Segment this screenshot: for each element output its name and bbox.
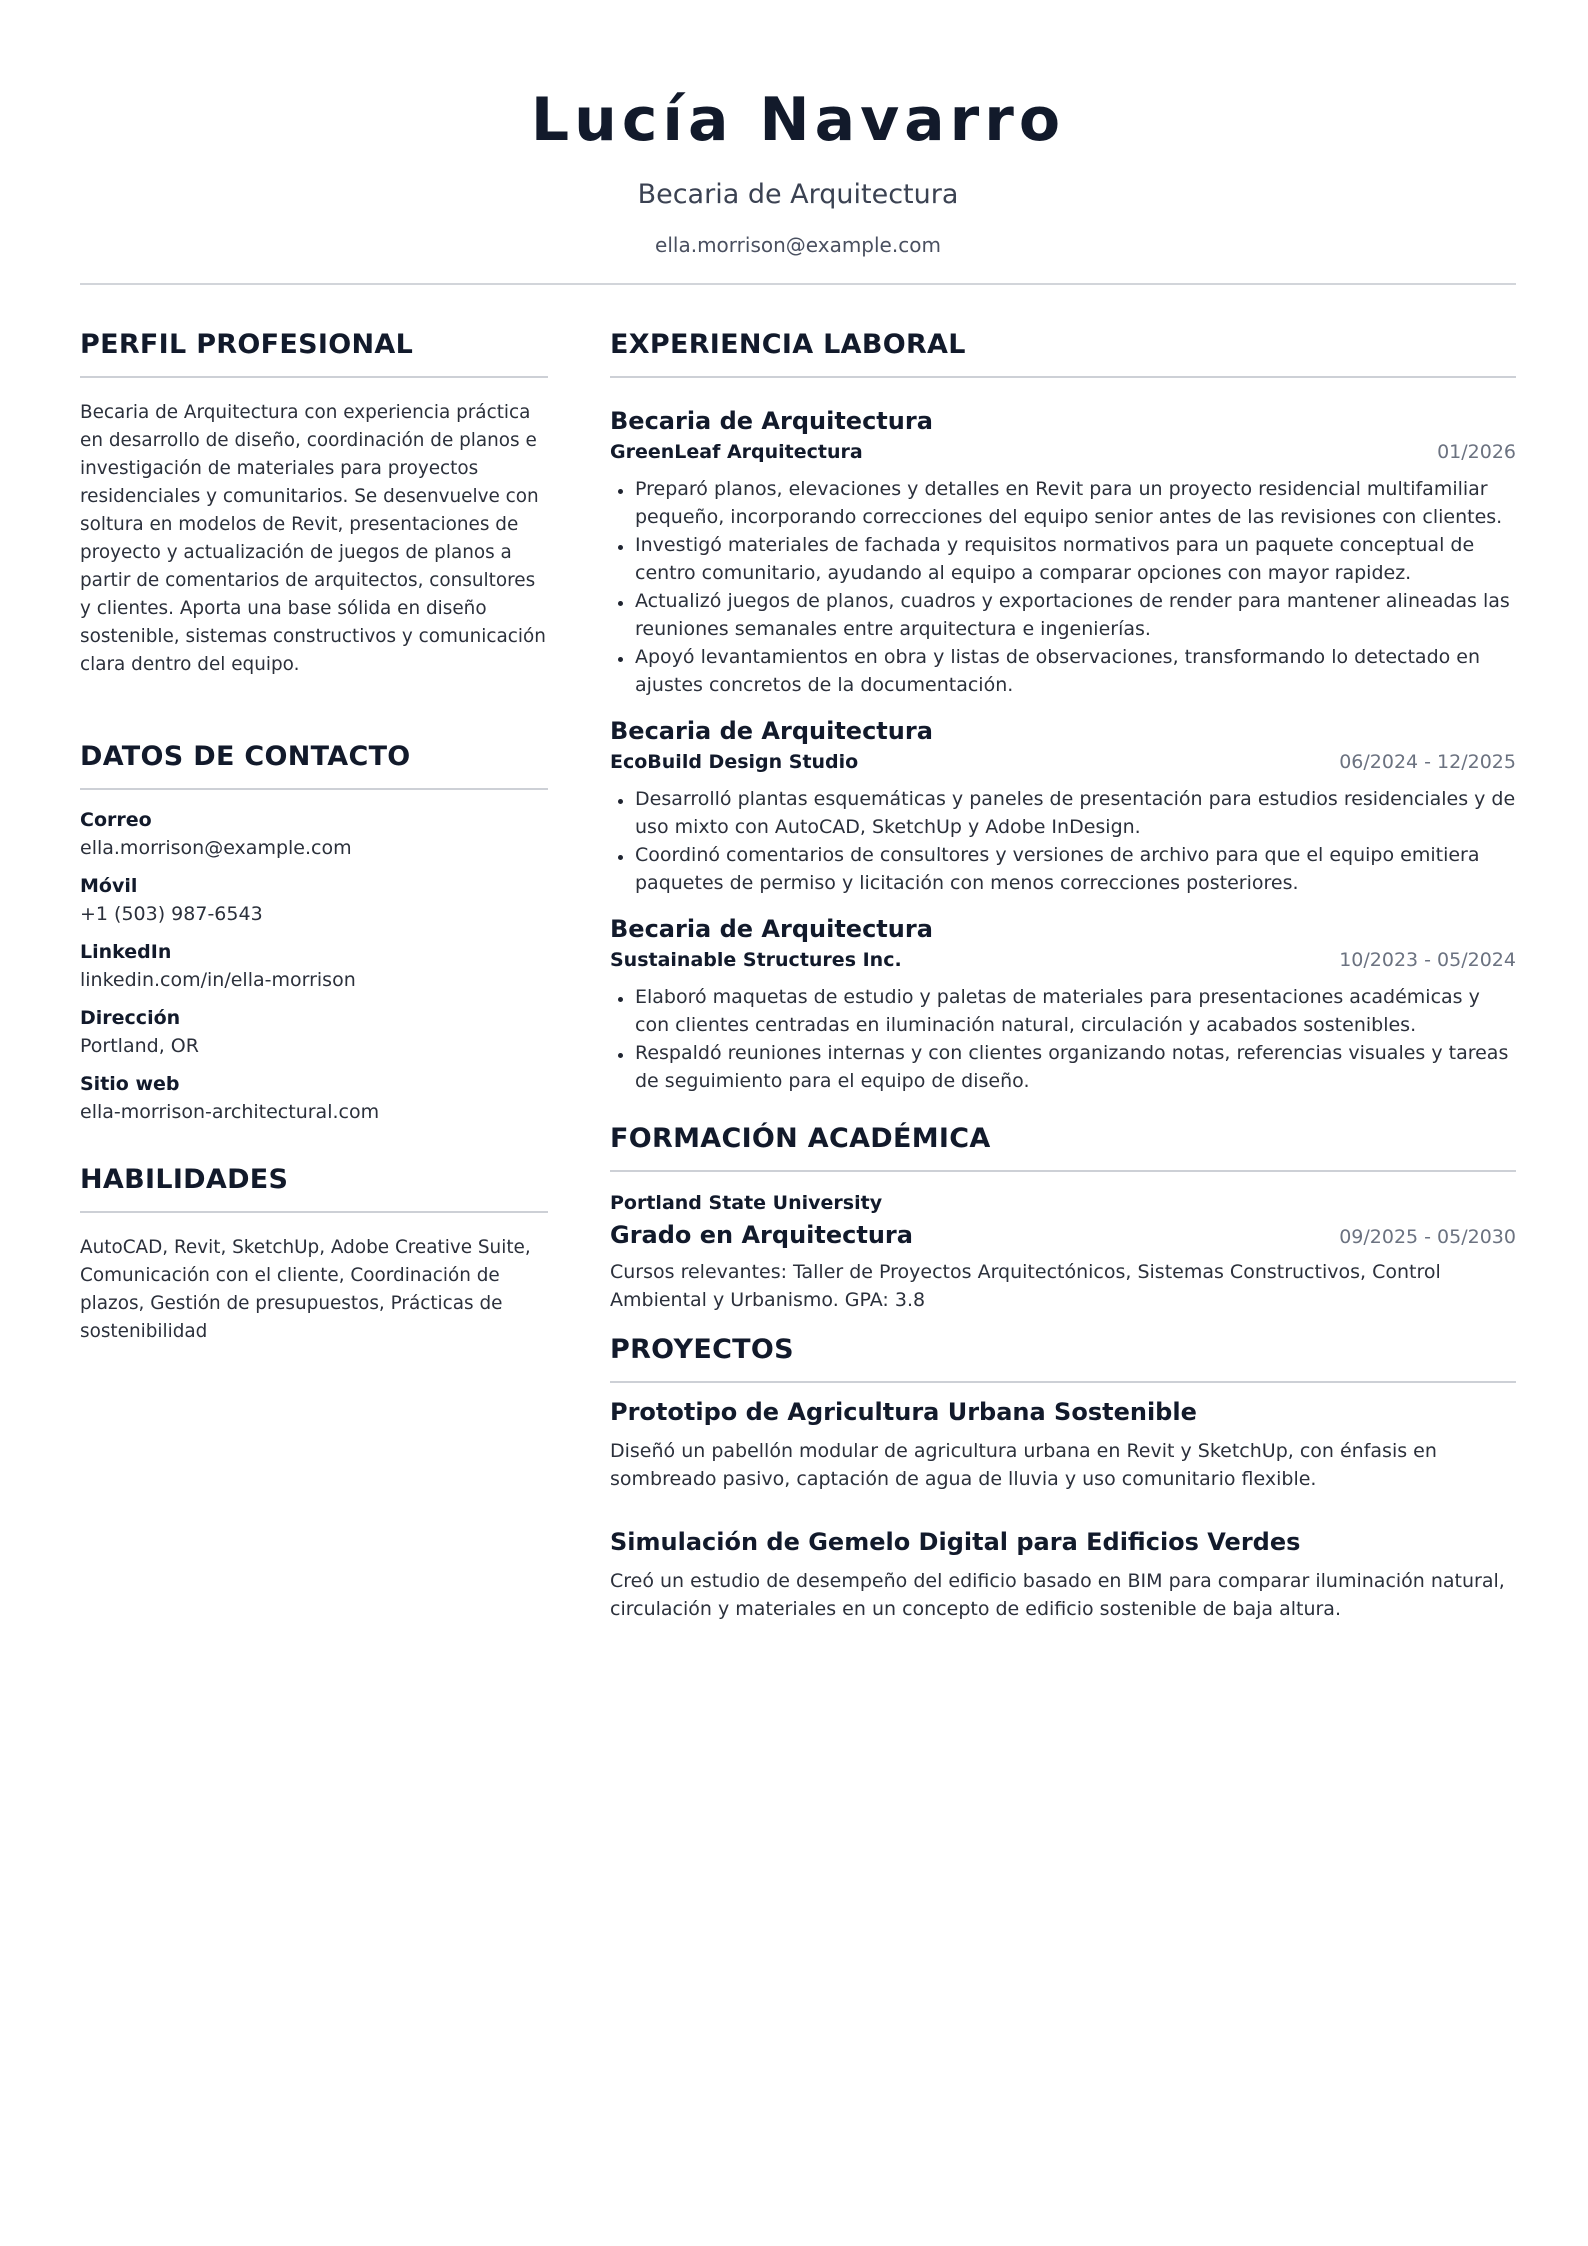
project-text: Creó un estudio de desempeño del edificio basado en BIM para comparar iluminación natural, circulación y materiales en un concepto de edificio sostenible de baja altura. (610, 1570, 1505, 1620)
job-bullet: Elaboró maquetas de estudio y paletas de materiales para presentaciones académicas y con clientes centradas en iluminación natural, circulación y acabados sostenibles. (610, 983, 1516, 1039)
job-date: 10/2023 - 05/2024 (1339, 949, 1516, 971)
job-title: Becaria de Arquitectura (610, 717, 933, 745)
projects-heading: PROYECTOS (610, 1330, 1516, 1383)
project-title: Prototipo de Agricultura Urbana Sostenible (610, 1398, 1197, 1426)
job-title: Becaria de Arquitectura (610, 915, 933, 943)
job-bullet: Apoyó levantamientos en obra y listas de observaciones, transformando lo detectado en ajustes concretos de la documentación. (610, 643, 1516, 699)
contact-linkedin-value[interactable]: linkedin.com/in/ella-morrison (80, 969, 356, 991)
education-text: Cursos relevantes: Taller de Proyectos Arquitectónicos, Sistemas Constructivos, Control Ambiental y Urbanismo. GPA: 3.8 (610, 1261, 1441, 1311)
contact-website-value[interactable]: ella-morrison-architectural.com (80, 1101, 380, 1123)
candidate-title: Becaria de Arquitectura (637, 179, 959, 210)
job-company: Sustainable Structures Inc. (610, 949, 902, 971)
contact-item-email (80, 806, 548, 862)
education-date: 09/2025 - 05/2030 (1339, 1226, 1516, 1248)
job-bullet: Actualizó juegos de planos, cuadros y exportaciones de render para mantener alineadas las reuniones semanales entre arquitectura e ingenierías. (610, 587, 1516, 643)
contact-item-linkedin (80, 938, 548, 994)
job-bullets (610, 983, 1516, 1095)
job-bullet: Coordinó comentarios de consultores y versiones de archivo para que el equipo emitiera paquetes de permiso y licitación con menos correcciones posteriores. (610, 841, 1516, 897)
contact-email-value[interactable]: ella.morrison@example.com (80, 837, 352, 859)
header-email: ella.morrison@example.com (655, 233, 941, 257)
job-bullets (610, 785, 1516, 897)
skills-heading: HABILIDADES (80, 1160, 548, 1213)
job-entry (610, 897, 1516, 1095)
project-title: Simulación de Gemelo Digital para Edificios Verdes (610, 1528, 1301, 1556)
experience-section (610, 325, 1516, 1095)
candidate-name: Lucía Navarro (530, 85, 1066, 155)
project-entry (610, 1493, 1516, 1623)
job-meta (610, 945, 1516, 975)
education-meta (610, 1218, 1516, 1252)
skills-section (80, 1160, 548, 1346)
contact-address-value: Portland, OR (80, 1035, 199, 1057)
resume-page (80, 0, 1516, 2246)
job-bullet: Preparó planos, elevaciones y detalles en Revit para un proyecto residencial multifamiliar pequeño, incorporando correcciones del equipo senior antes de las revisiones con clientes. (610, 475, 1516, 531)
contact-label: Sitio web (80, 1073, 180, 1095)
project-text: Diseñó un pabellón modular de agricultura urbana en Revit y SketchUp, con énfasis en sombreado pasivo, captación de agua de lluvia y uso comunitario flexible. (610, 1440, 1437, 1490)
contact-section (80, 737, 548, 1126)
skills-text: AutoCAD, Revit, SketchUp, Adobe Creative Suite, Comunicación con el cliente, Coordinación de plazos, Gestión de presupuestos, Prácticas de sostenibilidad (80, 1237, 531, 1342)
contact-label: Dirección (80, 1007, 181, 1029)
contact-item-phone (80, 872, 548, 928)
job-entry (610, 378, 1516, 699)
contact-label: Móvil (80, 875, 138, 897)
job-meta (610, 747, 1516, 777)
job-date: 01/2026 (1437, 441, 1516, 463)
job-bullet: Desarrolló plantas esquemáticas y paneles de presentación para estudios residenciales y de uso mixto con AutoCAD, SketchUp y Adobe InDesign. (610, 785, 1516, 841)
contact-heading: DATOS DE CONTACTO (80, 737, 548, 790)
contact-label: Correo (80, 809, 152, 831)
left-column (80, 325, 548, 1346)
job-bullets (610, 475, 1516, 699)
job-company: EcoBuild Design Studio (610, 751, 859, 773)
job-meta (610, 437, 1516, 467)
job-title: Becaria de Arquitectura (610, 407, 933, 435)
education-school: Portland State University (610, 1192, 883, 1214)
contact-label: LinkedIn (80, 941, 172, 963)
contact-list (80, 806, 548, 1126)
job-entry (610, 699, 1516, 897)
experience-heading: EXPERIENCIA LABORAL (610, 325, 1516, 378)
contact-item-website (80, 1070, 548, 1126)
education-degree: Grado en Arquitectura (610, 1221, 913, 1249)
education-heading: FORMACIÓN ACADÉMICA (610, 1119, 1516, 1172)
right-column (610, 325, 1516, 1623)
profile-text: Becaria de Arquitectura con experiencia práctica en desarrollo de diseño, coordinación de planos e investigación de materiales para proyectos residenciales y comunitarios. Se desenvuelve con soltura en modelos de Revit, presentaciones de proyecto y actualización de juegos de planos a partir de comentarios de arquitectos, consultores y clientes. Aporta una base sólida en diseño sostenible, sistemas constructivos y comunicación clara dentro del equipo. (80, 402, 546, 675)
projects-section (610, 1330, 1516, 1623)
profile-section (80, 325, 548, 679)
contact-item-address (80, 1004, 548, 1060)
project-entry (610, 1383, 1516, 1493)
resume-header (80, 0, 1516, 258)
profile-heading: PERFIL PROFESIONAL (80, 325, 548, 378)
job-bullet: Investigó materiales de fachada y requisitos normativos para un paquete conceptual de centro comunitario, ayudando al equipo a comparar opciones con mayor rapidez. (610, 531, 1516, 587)
contact-phone-value: +1 (503) 987-6543 (80, 903, 263, 925)
job-bullet: Respaldó reuniones internas y con clientes organizando notas, referencias visuales y tareas de seguimiento para el equipo de diseño. (610, 1039, 1516, 1095)
header-divider (80, 283, 1516, 285)
job-company: GreenLeaf Arquitectura (610, 441, 863, 463)
education-section (610, 1119, 1516, 1314)
job-date: 06/2024 - 12/2025 (1339, 751, 1516, 773)
